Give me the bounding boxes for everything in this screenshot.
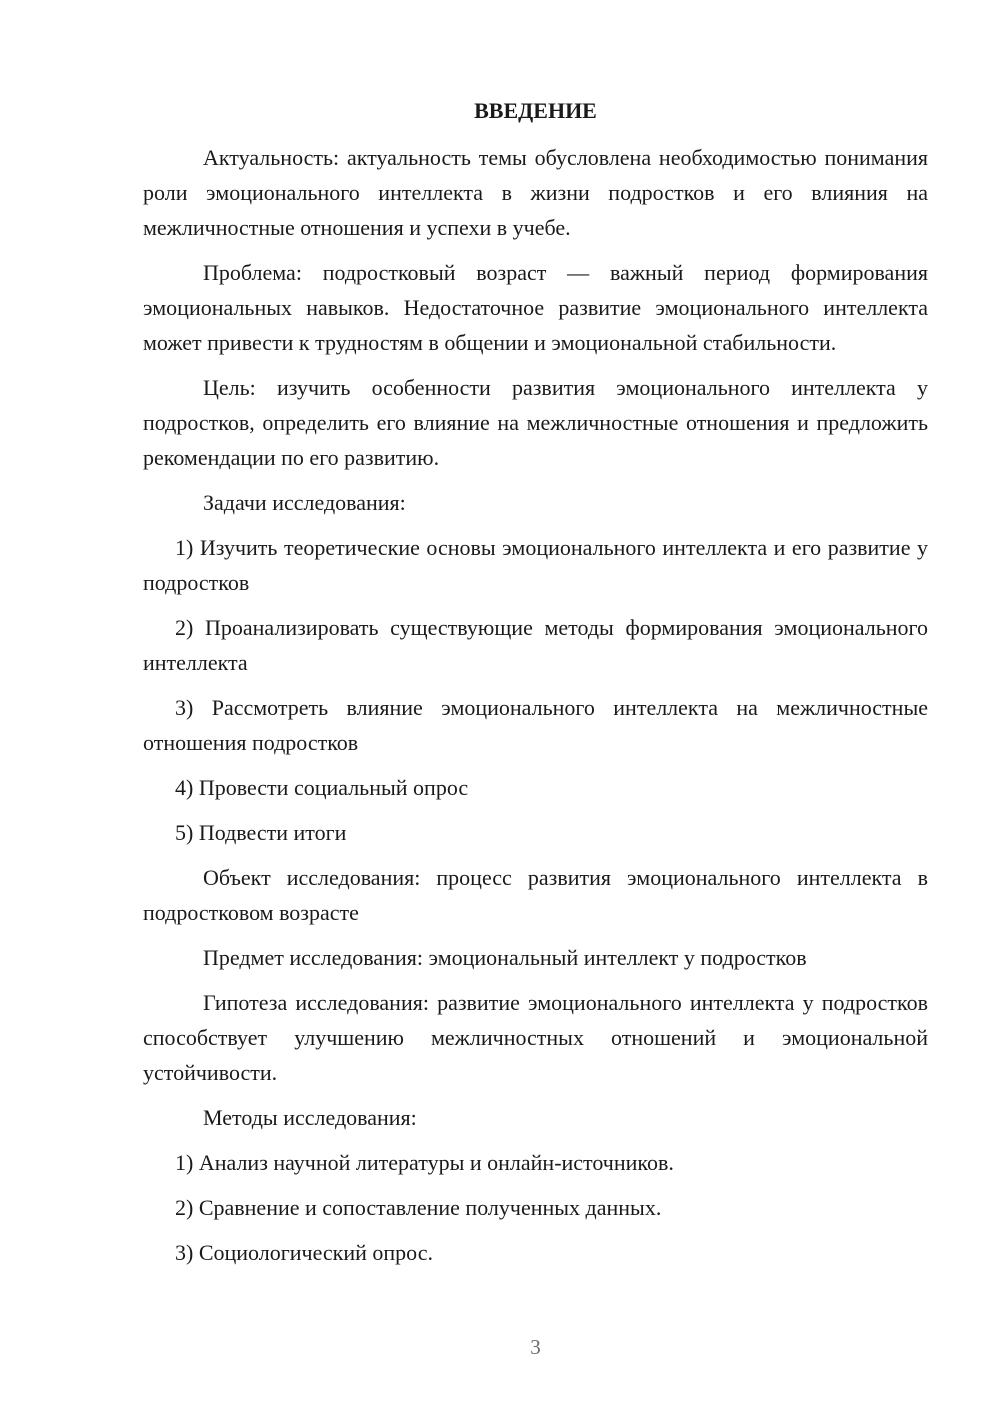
tasks-heading: Задачи исследования: — [203, 490, 406, 515]
page-number: 3 — [530, 1335, 541, 1359]
task-item-3: 3) Рассмотреть влияние эмоционального интеллекта на межличностные отношения подростков — [143, 695, 928, 755]
method-item-2: 2) Сравнение и сопоставление полученных данных. — [175, 1195, 662, 1220]
method-item-1: 1) Анализ научной литературы и онлайн-источников. — [175, 1150, 674, 1175]
paragraph-subject: Предмет исследования: эмоциональный интеллект у подростков — [203, 945, 807, 970]
methods-heading: Методы исследования: — [203, 1105, 417, 1130]
paragraph-relevance: Актуальность: актуальность темы обусловлена необходимостью понимания роли эмоционального интеллекта в жизни подростков и его влияния на межличностные отношения и успехи в учебе. — [143, 145, 928, 240]
method-item-3: 3) Социологический опрос. — [175, 1240, 433, 1265]
task-item-2: 2) Проанализировать существующие методы формирования эмоционального интеллекта — [143, 615, 928, 675]
section-title: ВВЕДЕНИЕ — [474, 98, 597, 123]
task-item-4: 4) Провести социальный опрос — [175, 775, 469, 800]
task-item-5: 5) Подвести итоги — [175, 820, 347, 845]
paragraph-hypothesis: Гипотеза исследования: развитие эмоционального интеллекта у подростков способствует улучшению межличностных отношений и эмоциональной устойчивости. — [143, 990, 928, 1085]
document-body — [143, 140, 928, 1280]
paragraph-problem: Проблема: подростковый возраст — важный период формирования эмоциональных навыков. Недостаточное развитие эмоционального интеллекта может привести к трудностям в общении и эмоциональной стабильности. — [143, 260, 928, 355]
document-page — [143, 0, 928, 1414]
paragraph-object: Объект исследования: процесс развития эмоционального интеллекта в подростковом возрасте — [143, 865, 928, 925]
task-item-1: 1) Изучить теоретические основы эмоционального интеллекта и его развитие у подростков — [143, 535, 928, 595]
paragraph-goal: Цель: изучить особенности развития эмоционального интеллекта у подростков, определить его влияние на межличностные отношения и предложить рекомендации по его развитию. — [143, 375, 928, 470]
